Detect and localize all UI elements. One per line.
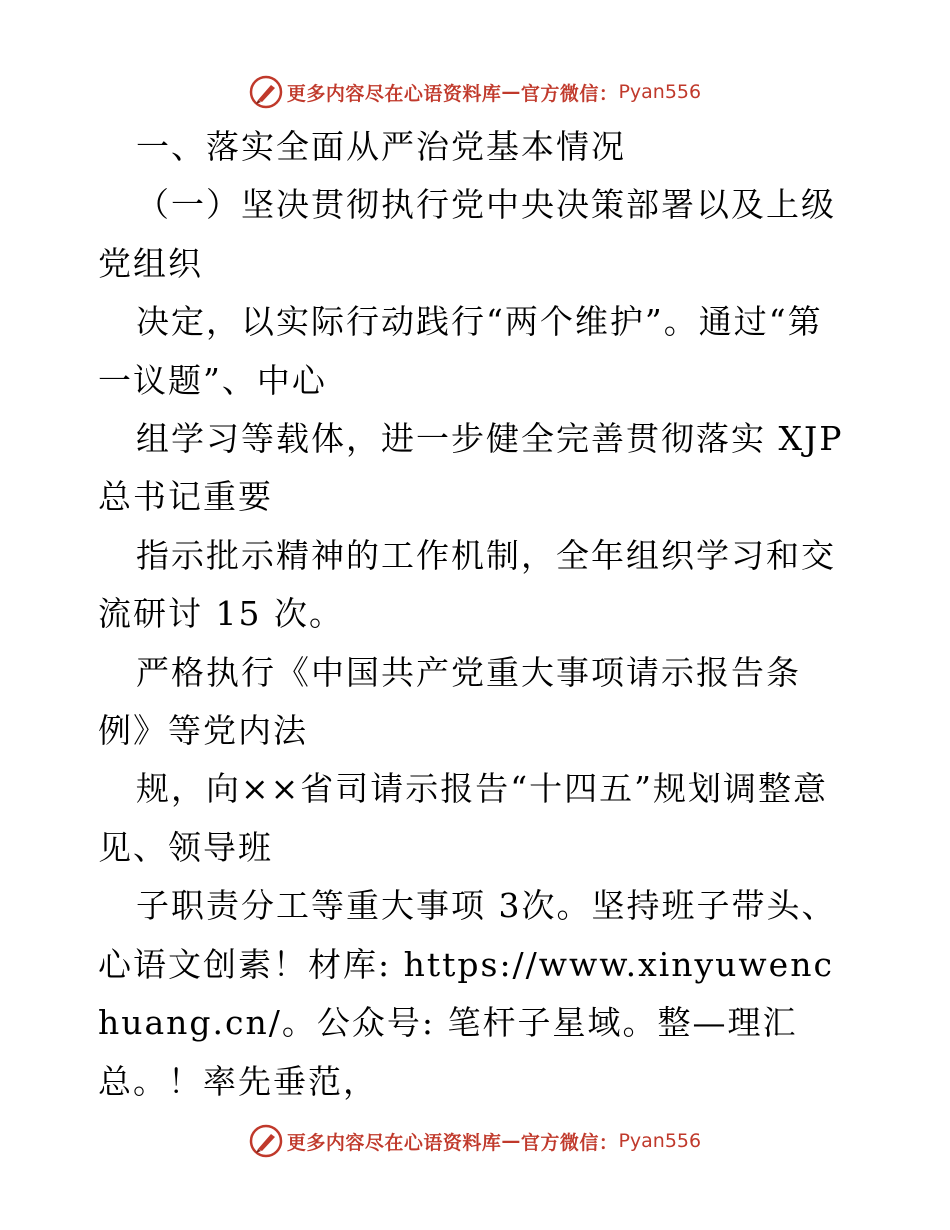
document-body [98, 118, 852, 1111]
body-paragraph: 规，向××省司请示报告“十四五”规划调整意见、领导班 [98, 769, 829, 867]
watermark-footer [0, 1121, 950, 1161]
body-paragraph: 严格执行《中国共产党重大事项请示报告条例》等党内法 [98, 652, 801, 751]
watermark-text: 更多内容尽在心语资料库 [286, 1131, 502, 1154]
watermark-wechat-id: Pyan556 [618, 1130, 702, 1152]
pen-logo-icon [249, 1124, 283, 1158]
section-heading: 一、落实全面从严治党基本情况 [136, 127, 626, 166]
body-paragraph: 指示批示精神的工作机制，全年组织学习和交流研讨 15 次。 [98, 535, 836, 634]
watermark-wechat-label: 官方微信： [520, 1131, 619, 1154]
watermark-wechat-label: 官方微信： [520, 82, 619, 105]
pen-logo-icon [249, 75, 283, 109]
body-paragraph: 组学习等载体，进一步健全完善贯彻落实 XJP 总书记重要 [98, 419, 844, 517]
watermark-wechat-id: Pyan556 [618, 81, 702, 103]
watermark-header [0, 72, 950, 112]
body-paragraph: 子职责分工等重大事项 3次。坚持班子带头、心语文创素！材库: https://www.xinyuwenchuang.cn/。公众号: 笔杆子星域。整—理汇总。！率先垂范， [98, 886, 837, 1101]
watermark-dash: — [501, 81, 521, 103]
subsection-heading: （一）坚决贯彻执行党中央决策部署以及上级党组织 [98, 185, 836, 283]
watermark-dash: — [501, 1130, 521, 1152]
body-paragraph: 决定，以实际行动践行“两个维护”。通过“第一议题”、中心 [98, 302, 823, 400]
watermark-text: 更多内容尽在心语资料库 [286, 82, 502, 105]
